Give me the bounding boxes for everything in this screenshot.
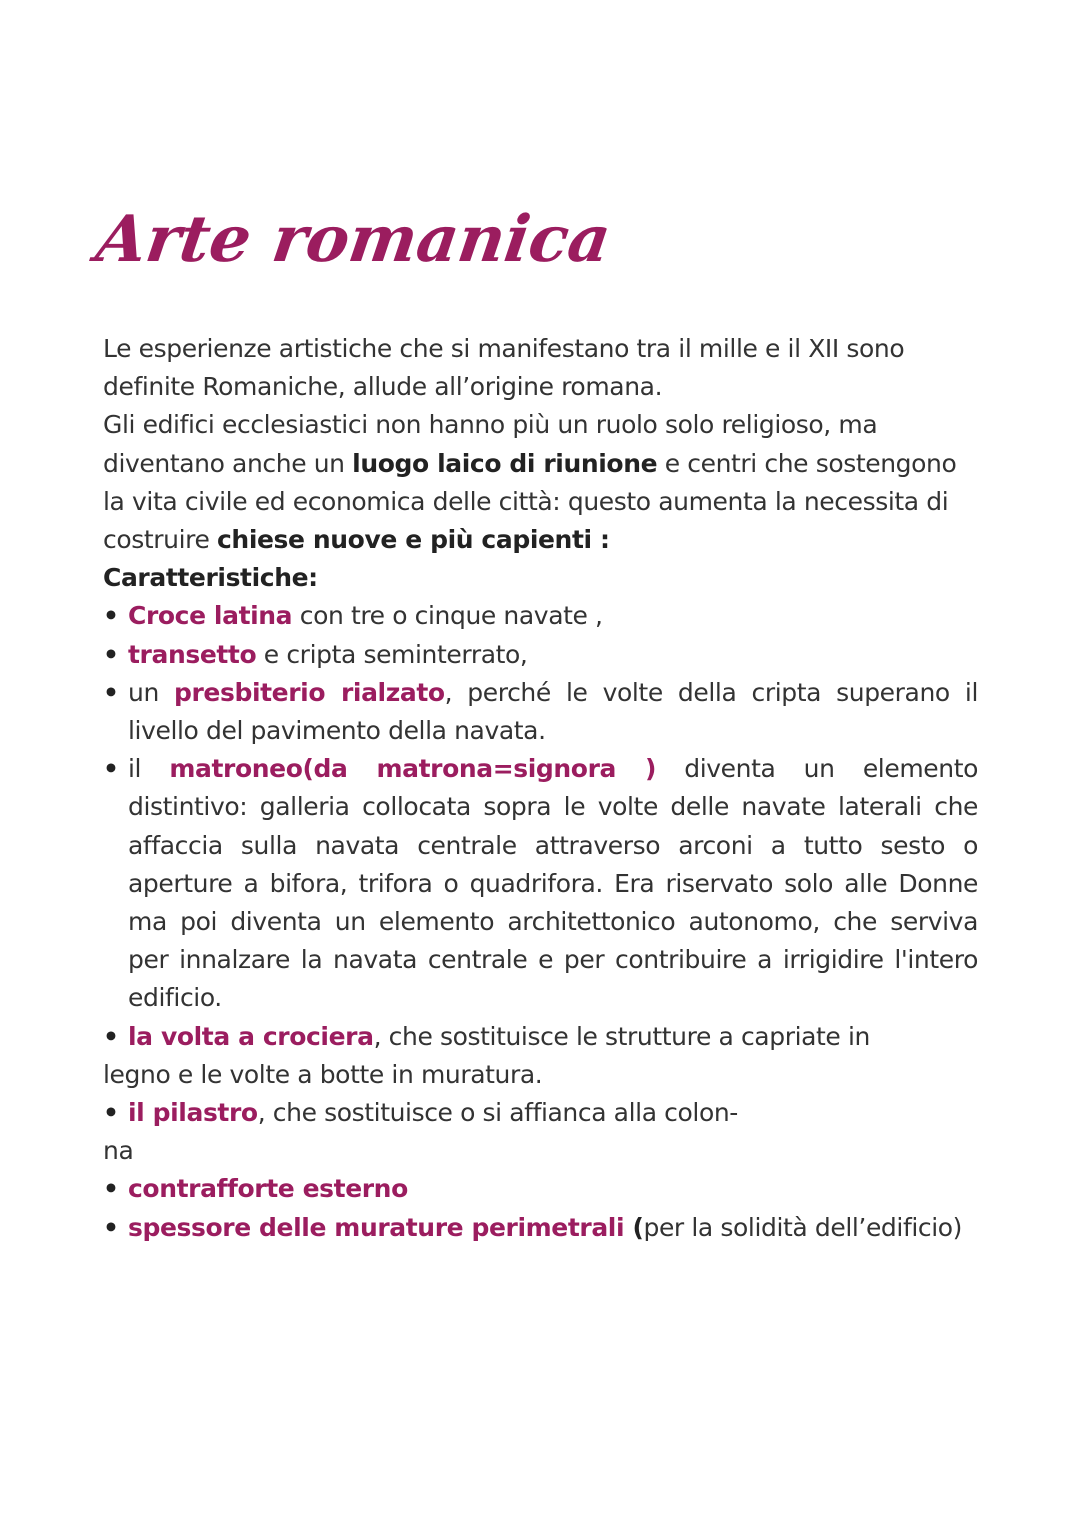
features-list [103,597,978,1055]
list-item [103,636,978,674]
feature-paren: ( [624,1212,644,1242]
feature-continuation: legno e le volte a botte in muratura. [103,1059,543,1089]
feature-key-transetto: transetto [128,639,257,669]
feature-text: , che sostituisce le strutture a capriate in [373,1021,870,1051]
feature-text: , perché le volte della cripta superano il livello del pavimento della navata. [128,677,978,746]
feature-text: per la solidità dell’edificio) [643,1212,963,1242]
highlight-luogo-laico: luogo laico di riunione [352,448,658,478]
feature-text: con tre o cinque navate , [292,601,603,631]
features-list-3 [103,1170,978,1246]
list-item [103,1170,978,1208]
list-item [103,674,978,750]
intro-text: Gli edifici ecclesiastici non hanno più un ruolo solo religioso, ma diventano anche un [103,410,878,478]
features-list-2 [103,1094,978,1132]
feature-prefix: un [128,677,174,707]
list-item [103,1094,978,1132]
intro-paragraph-1: Le esperienze artistiche che si manifestano tra il mille e il XII sono definite Romaniche, allude all’origine romana. [103,334,905,402]
intro-paragraph-2 [103,406,978,559]
feature-key-presbiterio: presbiterio rialzato [174,677,445,707]
features-heading: Caratteristiche: [103,563,318,593]
intro-text: e centri che sostengono la vita civile ed economica delle città: questo aumenta la necessita di costruire [103,448,957,555]
feature-key-volta-crociera: la volta a crociera [128,1021,374,1051]
feature-key-contrafforte: contrafforte esterno [128,1174,408,1204]
document-body [103,330,978,1247]
feature-text: e cripta seminterrato, [256,639,528,669]
feature-key-spessore: spessore delle murature perimetrali [128,1212,625,1242]
highlight-chiese-nuove: chiese nuove e più capienti : [217,525,610,555]
feature-continuation: na [103,1136,134,1166]
list-item [103,1018,978,1056]
feature-text: , che sostituisce o si affianca alla colon- [257,1098,738,1128]
feature-key-croce-latina: Croce latina [128,601,293,631]
page-title: Arte romanica [91,202,616,277]
feature-key-matroneo: matroneo(da matrona=signora ) [169,754,657,784]
list-item [103,750,978,1017]
feature-key-pilastro: il pilastro [128,1098,258,1128]
feature-prefix: il [128,754,170,784]
feature-text: diventa un elemento distintivo: galleria collocata sopra le volte delle navate laterali che affaccia sulla navata centrale attraverso arconi a tutto sesto o aperture a bifora, trifora o quadrifora. Era riservato solo alle Donne ma poi diventa un elemento architettonico autonomo, che serviva per innalzare la navata centrale e per contribuire a irrigidire l'intero edificio. [128,754,979,1013]
list-item [103,597,978,635]
list-item [103,1209,978,1247]
